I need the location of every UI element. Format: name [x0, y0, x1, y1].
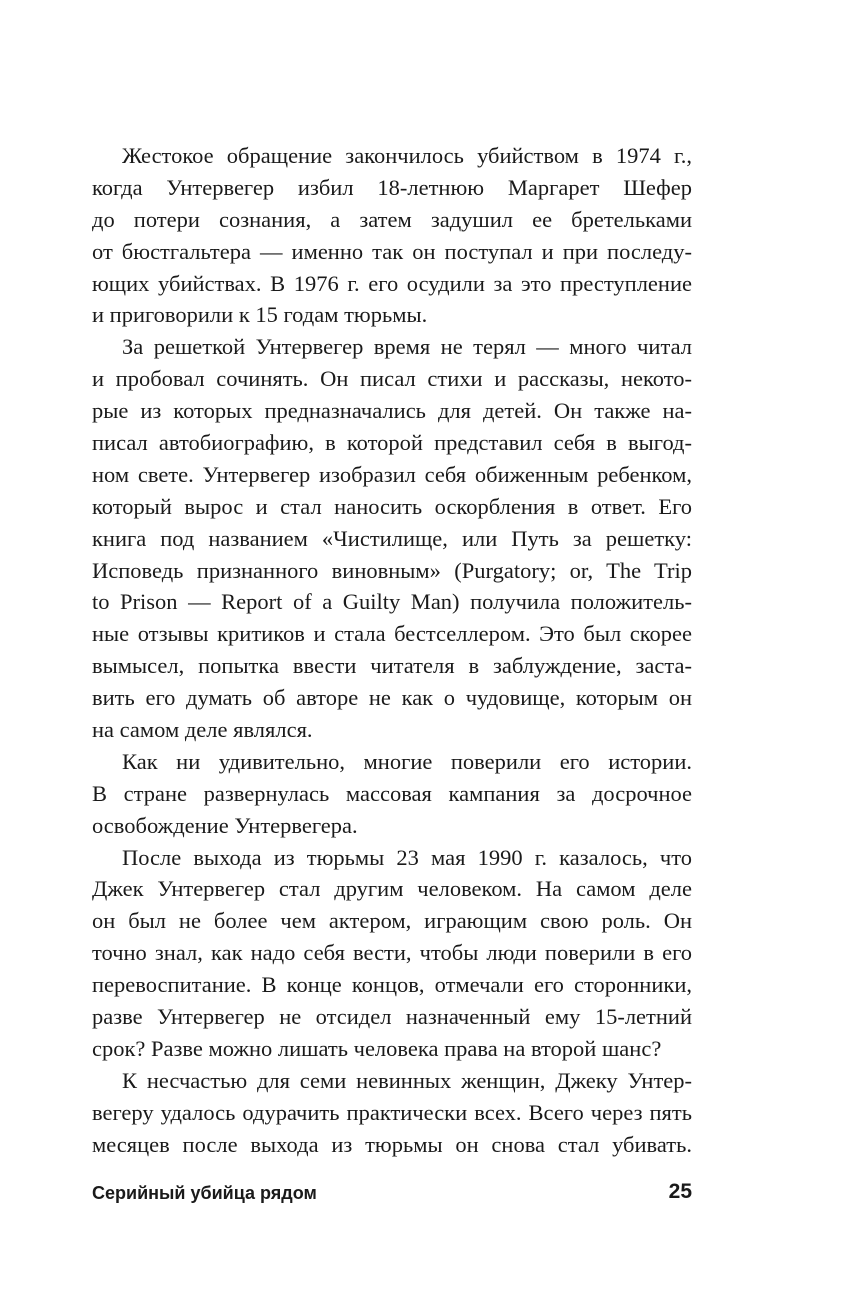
paragraph-1-line: когда Унтервегер избил 18-летнюю Маргарет Шефер: [92, 174, 692, 200]
paragraph-2-line: вить его думать об авторе не как о чудовище, которым он: [92, 685, 692, 711]
paragraph-4-line: перевоспитание. В конце концов, отмечали его сторонники,: [92, 972, 692, 998]
paragraph-5-line: месяцев после выхода из тюрьмы он снова стал убивать.: [92, 1131, 692, 1157]
paragraph-4-line: разве Унтервегер не отсидел назначенный ему 15-летний: [92, 1004, 692, 1030]
paragraph-3-line: Как ни удивительно, многие поверили его истории.: [122, 748, 692, 774]
paragraph-2-line: на самом деле являлся.: [92, 717, 313, 743]
paragraph-1-line: и приговорили к 15 годам тюрьмы.: [92, 302, 428, 328]
paragraph-4-line: Джек Унтервегер стал другим человеком. На самом деле: [92, 876, 692, 902]
paragraph-1-line: от бюстгальтера — именно так он поступал и при последу-: [92, 238, 692, 264]
paragraph-2-line: который вырос и стал наносить оскорбления в ответ. Его: [92, 493, 692, 519]
running-footer-book-title: Серийный убийца рядом: [92, 1183, 317, 1203]
paragraph-2-line: книга под названием «Чистилище, или Путь за решетку:: [92, 525, 692, 551]
paragraph-4-line: точно знал, как надо себя вести, чтобы люди поверили в его: [92, 940, 692, 966]
paragraph-2-line: ном свете. Унтервегер изобразил себя обиженным ребенком,: [92, 461, 692, 487]
paragraph-2-line: За решеткой Унтервегер время не терял — много читал: [122, 334, 692, 360]
paragraph-2-line: рые из которых предназначались для детей. Он также на-: [92, 398, 692, 424]
paragraph-2-line: Исповедь признанного виновным» (Purgatory; or, The Trip: [92, 557, 692, 583]
paragraph-2-line: и пробовал сочинять. Он писал стихи и рассказы, некото-: [92, 366, 692, 392]
page-number: 25: [668, 1180, 692, 1203]
body-text: [92, 140, 692, 1161]
paragraph-5-line: К несчастью для семи невинных женщин, Джеку Унтер-: [122, 1067, 692, 1093]
paragraph-1-line: до потери сознания, а затем задушил ее бретельками: [92, 206, 692, 232]
paragraph-4-line: После выхода из тюрьмы 23 мая 1990 г. казалось, что: [122, 844, 692, 870]
paragraph-2-line: to Prison — Report of a Guilty Man) получила положитель-: [92, 589, 692, 615]
paragraph-3-line: В стране развернулась массовая кампания за досрочное: [92, 780, 692, 806]
paragraph-1-line: ющих убийствах. В 1976 г. его осудили за это преступление: [92, 270, 692, 296]
paragraph-3-line: освобождение Унтервегера.: [92, 812, 358, 838]
paragraph-2-line: писал автобиографию, в которой представил себя в выгод-: [92, 430, 692, 456]
paragraph-4-line: он был не более чем актером, играющим свою роль. Он: [92, 908, 692, 934]
paragraph-2-line: вымысел, попытка ввести читателя в заблуждение, заста-: [92, 653, 692, 679]
paragraph-4-line: срок? Разве можно лишать человека права на второй шанс?: [92, 1035, 662, 1061]
paragraph-1-line: Жестокое обращение закончилось убийством в 1974 г.,: [122, 143, 692, 168]
paragraph-5-line: вегеру удалось одурачить практически всех. Всего через пять: [92, 1099, 692, 1125]
paragraph-2-line: ные отзывы критиков и стала бестселлером. Это был скорее: [92, 621, 692, 647]
